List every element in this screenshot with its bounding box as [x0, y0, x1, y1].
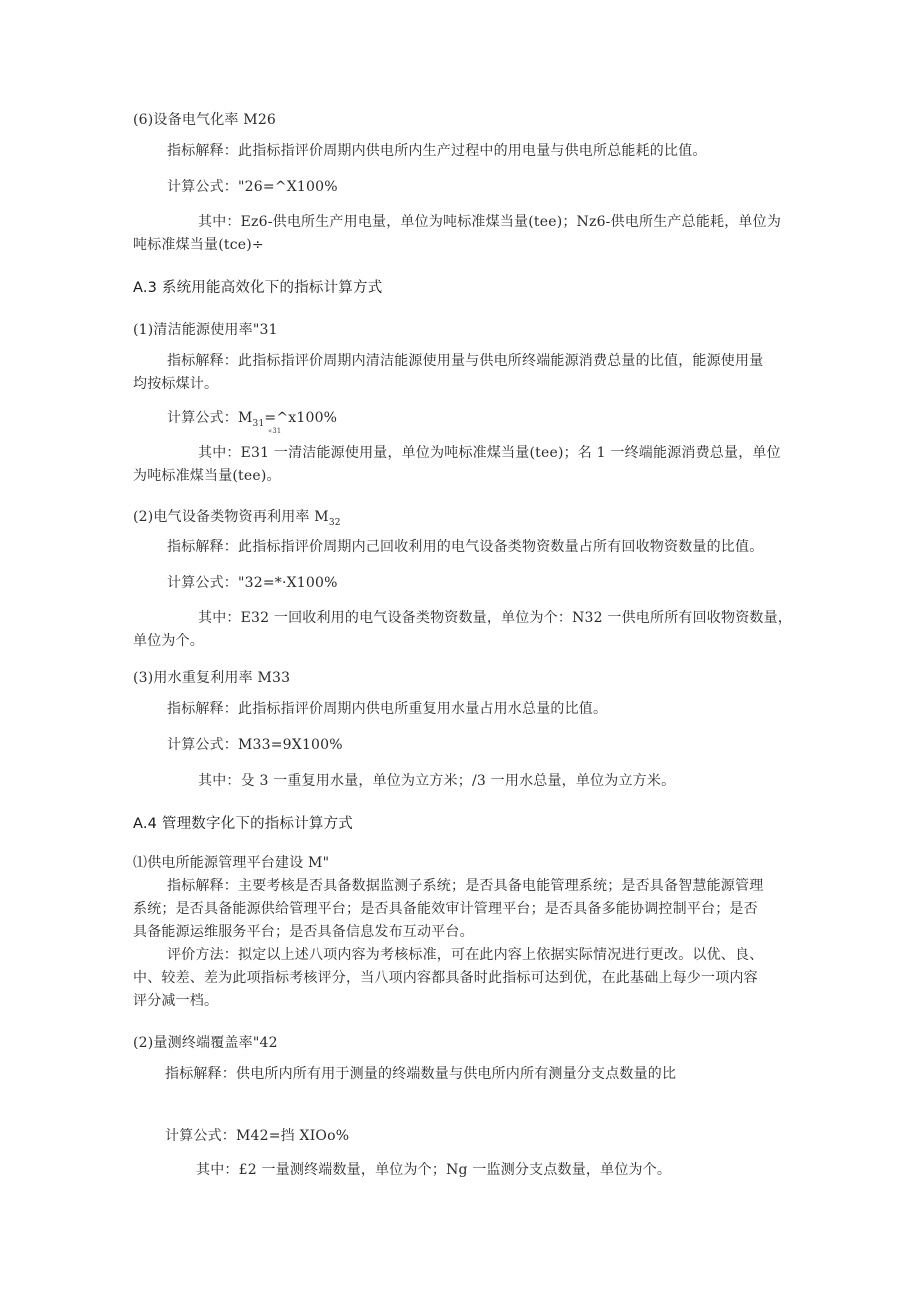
item-41-evaluation-line1: 评价方法：拟定以上述八项内容为考核标准，可在此内容上依据实际情况进行更改。以优、良、	[167, 947, 764, 963]
formula-prefix: 计算公式：M	[167, 410, 253, 426]
item-32-explanation: 指标解释：此指标指评价周期内己回收利用的电气设备类物资数量占所有回收物资数量的比值。	[167, 539, 764, 555]
item-33-where: 其中：殳 3 一重复用水量，单位为立方米；/3 一用水总量，单位为立方米。	[198, 773, 676, 789]
item-31-where-line1: 其中：E31 一清洁能源使用量，单位为吨标准煤当量(tee)；名 1 一终端能源消费总量，单位	[198, 445, 781, 461]
item-6-where-line2: 吨标准煤当量(tce)÷	[133, 237, 264, 253]
item-41-explanation-line3: 具备能源运维服务平台；是否具备信息发布互动平台。	[133, 924, 474, 940]
item-33-formula: 计算公式：M33=9X100%	[167, 737, 343, 753]
section-a3-heading: A.3 系统用能高效化下的指标计算方式	[133, 280, 383, 296]
item-41-explanation-line2: 系统；是否具备能源供给管理平台；是否具备能效审计管理平台；是否具备多能协调控制平台；是否	[133, 901, 758, 917]
item-31-formula	[167, 408, 337, 434]
item-6-heading: (6)设备电气化率 M26	[133, 112, 277, 128]
item-6-explanation: 指标解释：此指标指评价周期内供电所内生产过程中的用电量与供电所总能耗的比值。	[167, 143, 707, 159]
item-42-heading: (2)量测终端覆盖率"42	[133, 1035, 278, 1051]
item-32-where-line1: 其中：E32 一回收利用的电气设备类物资数量，单位为个：N32 一供电所所有回收物资数量，	[198, 610, 792, 626]
item-32-heading	[133, 507, 341, 533]
item-41-explanation-line1: 指标解释：主要考核是否具备数据监测子系统；是否具备电能管理系统；是否具备智慧能源管理	[167, 878, 764, 894]
item-32-subscript: 32	[328, 517, 341, 528]
item-41-heading: ⑴供电所能源管理平台建设 M"	[133, 855, 330, 871]
formula-denominator-fragment: «31	[268, 427, 282, 435]
item-32-where-line2: 单位为个。	[133, 633, 204, 649]
formula-subscript: 31	[252, 418, 265, 429]
item-41-evaluation-line3: 评分减一档。	[133, 993, 219, 1009]
formula-body: =^x100%	[264, 410, 338, 426]
item-41-evaluation-line2: 中、较差、差为此项指标考核评分，当八项内容都具备时此指标可达到优，在此基础上每少一项内容	[133, 970, 758, 986]
item-42-explanation: 指标解释：供电所内所有用于测量的终端数量与供电所内所有测量分支点数量的比	[165, 1066, 677, 1082]
item-32-formula: 计算公式："32=*·X100%	[167, 575, 338, 591]
item-6-where-line1: 其中：Ez6-供电所生产用电量，单位为吨标准煤当量(tee)；Nz6-供电所生产总能耗，单位为	[198, 214, 782, 230]
section-a4-heading: A.4 管理数字化下的指标计算方式	[133, 816, 354, 832]
item-31-explanation-line1: 指标解释：此指标指评价周期内清洁能源使用量与供电所终端能源消费总量的比值，能源使用量	[167, 353, 764, 369]
item-33-explanation: 指标解释：此指标指评价周期内供电所重复用水量占用水总量的比值。	[167, 701, 608, 717]
item-32-title: (2)电气设备类物资再利用率 M	[133, 509, 329, 525]
item-6-formula: 计算公式："26=^X100%	[167, 179, 338, 195]
item-42-formula: 计算公式：M42=挡 XIOo%	[165, 1128, 350, 1144]
item-31-explanation-line2: 均按标煤计。	[133, 376, 219, 392]
item-33-heading: (3)用水重复利用率 M33	[133, 670, 291, 686]
item-31-where-line2: 为吨标准煤当量(tee)。	[133, 468, 281, 484]
item-31-heading: (1)清洁能源使用率"31	[133, 322, 278, 338]
item-42-where: 其中：£2 一量测终端数量，单位为个；Ng 一监测分支点数量，单位为个。	[196, 1162, 672, 1178]
